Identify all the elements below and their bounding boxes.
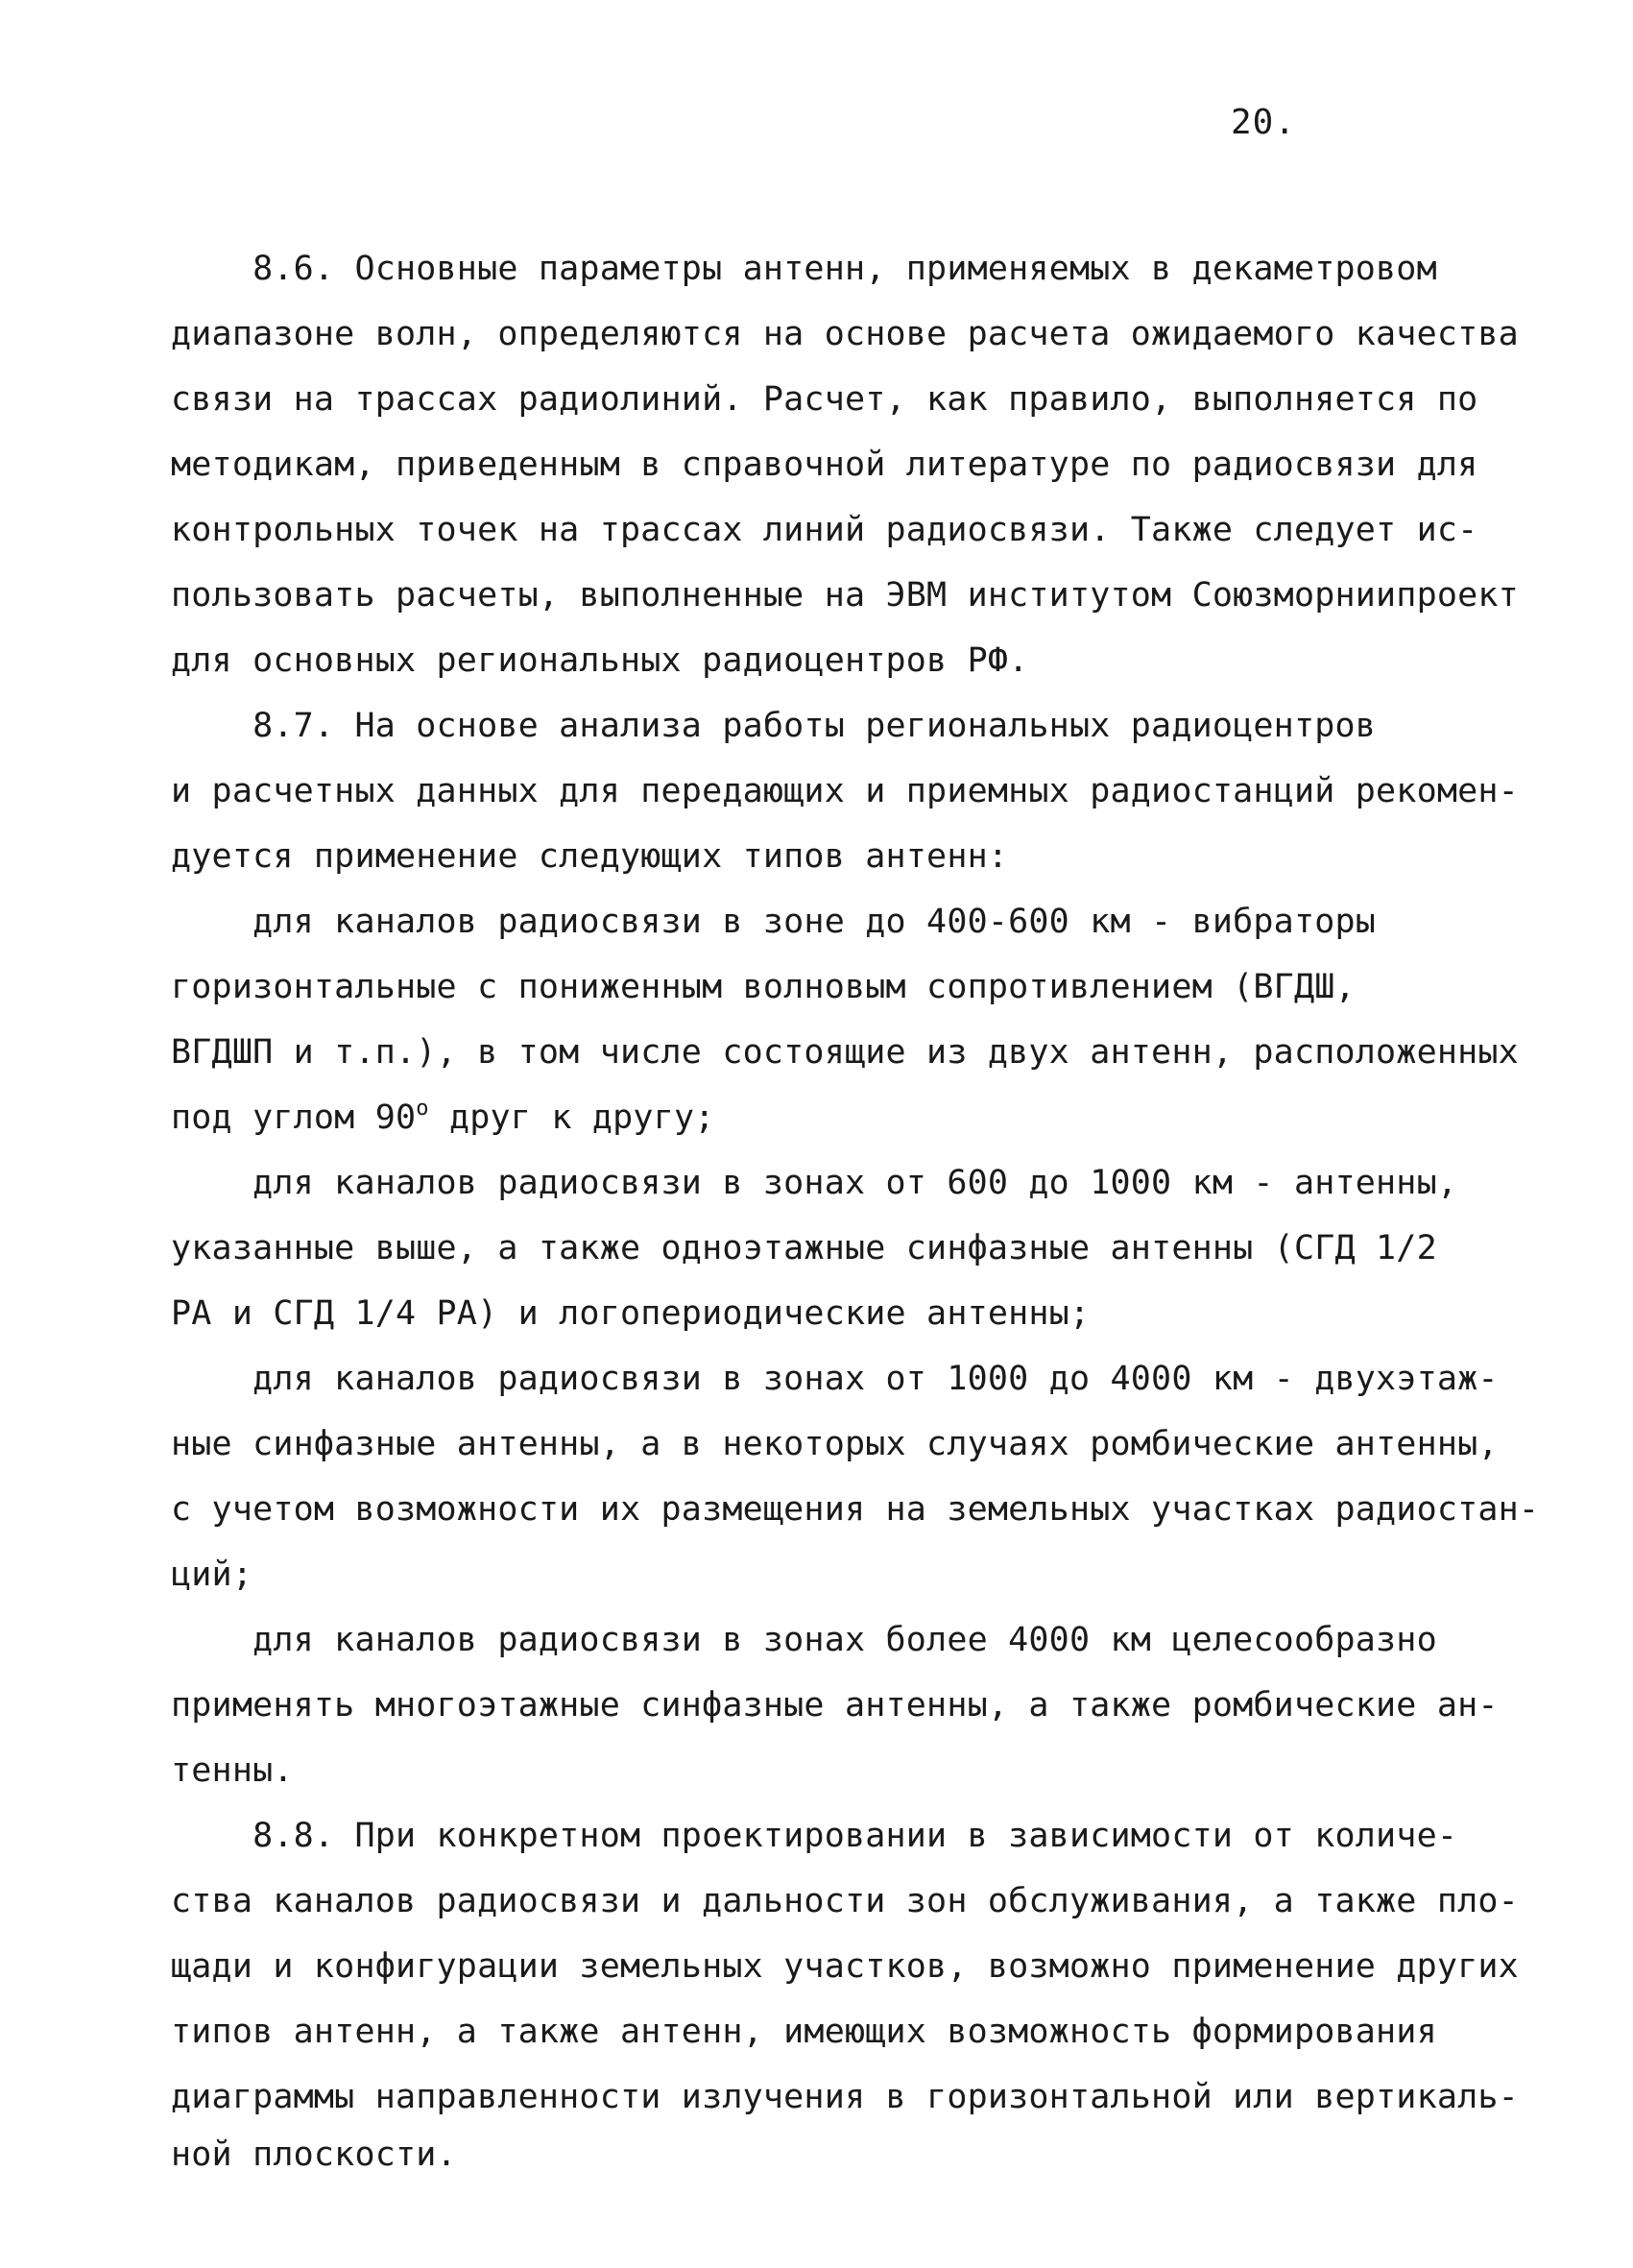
- antenna-item-4-line: тенны.: [171, 1751, 294, 1790]
- antenna-item-4-line: применять многоэтажные синфазные антенны, а также ромбические ан-: [171, 1686, 1499, 1725]
- antenna-item-3-line: ций;: [171, 1556, 253, 1594]
- paragraph-8-8-line: ной плоскости.: [171, 2135, 457, 2174]
- paragraph-8-6-line: связи на трассах радиолиний. Расчет, как правило, выполняется по: [171, 380, 1478, 419]
- antenna-item-1-line: для каналов радиосвязи в зоне до 400-600 км - вибраторы: [171, 903, 1377, 941]
- degree-superscript: о: [416, 1097, 429, 1121]
- antenna-item-3-line: ные синфазные антенны, а в некоторых случаях ромбические антенны,: [171, 1425, 1499, 1463]
- antenna-item-1-line: [171, 1085, 1505, 1150]
- paragraph-8-8-line: типов антенн, а также антенн, имеющих возможность формирования: [171, 2013, 1437, 2051]
- paragraph-8-7-line: и расчетных данных для передающих и приемных радиостанций рекомен-: [171, 772, 1519, 810]
- paragraph-8-6-line: диапазоне волн, определяются на основе расчета ожидаемого качества: [171, 315, 1519, 353]
- paragraph-8-8-line: 8.8. При конкретном проектировании в зависимости от количе-: [171, 1817, 1458, 1855]
- paragraph-8-8-line: ства каналов радиосвязи и дальности зон обслуживания, а также пло-: [171, 1882, 1519, 1920]
- antenna-item-4-line: для каналов радиосвязи в зонах более 4000 км целесообразно: [171, 1621, 1437, 1659]
- paragraph-8-7-line: дуется применение следующих типов антенн:: [171, 837, 1009, 876]
- page-number: 20.: [1231, 103, 1297, 142]
- angle-text: под углом 90: [171, 1098, 417, 1137]
- antenna-item-2-line: для каналов радиосвязи в зонах от 600 до 1000 км - антенны,: [171, 1164, 1458, 1202]
- paragraph-8-8-line: диаграммы направленности излучения в горизонтальной или вертикаль-: [171, 2078, 1519, 2116]
- angle-text-end: друг к другу;: [428, 1098, 715, 1137]
- paragraph-8-6-line: методикам, приведенным в справочной литературе по радиосвязи для: [171, 446, 1478, 484]
- antenna-item-1-line: ВГДШП и т.п.), в том числе состоящие из двух антенн, расположенных: [171, 1033, 1519, 1072]
- paragraph-8-6-line: для основных региональных радиоцентров РФ.: [171, 641, 1029, 680]
- paragraph-8-6-line: 8.6. Основные параметры антенн, применяемых в декаметровом: [171, 250, 1437, 288]
- paragraph-8-6-line: пользовать расчеты, выполненные на ЭВМ институтом Союзморниипроект: [171, 576, 1519, 615]
- paragraph-8-8-line: щади и конфигурации земельных участков, возможно применение других: [171, 1947, 1519, 1986]
- antenna-item-2-line: РА и СГД 1/4 РА) и логопериодические антенны;: [171, 1294, 1091, 1333]
- paragraph-8-6-line: контрольных точек на трассах линий радиосвязи. Также следует ис-: [171, 511, 1478, 549]
- antenna-item-3-line: для каналов радиосвязи в зонах от 1000 до 4000 км - двухэтаж-: [171, 1360, 1499, 1398]
- document-body: [171, 236, 1540, 2180]
- antenna-item-3-line: с учетом возможности их размещения на земельных участках радиостан-: [171, 1490, 1540, 1529]
- antenna-item-1-line: горизонтальные с пониженным волновым сопротивлением (ВГДШ,: [171, 968, 1356, 1006]
- antenna-item-2-line: указанные выше, а также одноэтажные синфазные антенны (СГД 1/2: [171, 1229, 1437, 1267]
- paragraph-8-7-line: 8.7. На основе анализа работы региональных радиоцентров: [171, 707, 1377, 745]
